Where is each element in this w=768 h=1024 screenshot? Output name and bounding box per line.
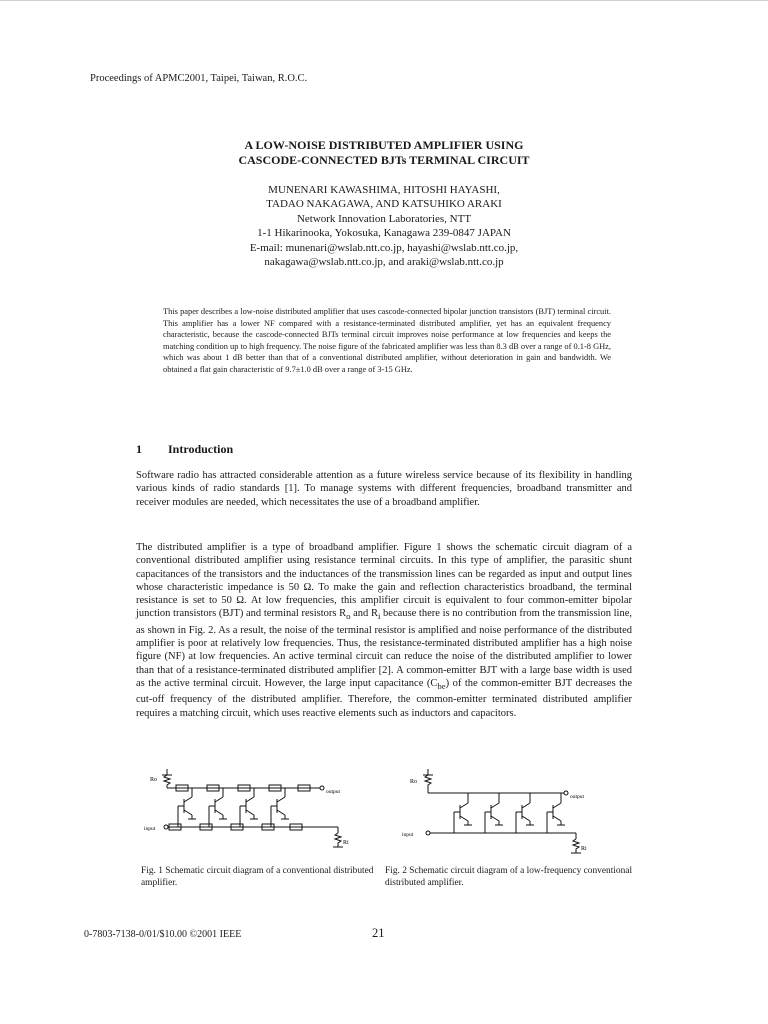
fig2-label-output: output xyxy=(570,794,585,800)
fig1-label-output: output xyxy=(326,789,341,795)
subscript-be: be xyxy=(437,681,446,692)
address: 1-1 Hikarinooka, Yokosuka, Kanagawa 239-0847 JAPAN xyxy=(257,227,511,240)
page-number: 21 xyxy=(372,926,385,940)
figure-2-caption: Fig. 2 Schematic circuit diagram of a low-frequency conventional distributed amplifier. xyxy=(385,866,633,889)
title-line-2: CASCODE-CONNECTED BJTs TERMINAL CIRCUIT xyxy=(238,153,530,167)
title-line-1: A LOW-NOISE DISTRIBUTED AMPLIFIER USING xyxy=(244,138,524,152)
intro-paragraph-1: Software radio has attracted considerable attention as a future wireless service because of its flexibility in handling various kinds of radio standards [1]. To manage systems with different frequencies, broadband transmitter and receiver modules are needed, which necessitates the use of a broadband amplifier. xyxy=(136,470,632,508)
para2-part-d: ) of the common-emitter BJT decreases the cut-off frequency of the distributed amplifier. Therefore, the common-emitter terminated distributed amplifier requires a matching circuit, which uses reactive elements such as inductors and capacitors. xyxy=(136,678,632,719)
copyright-footer: 0-7803-7138-0/01/$10.00 ©2001 IEEE xyxy=(84,929,242,940)
subscript-i: i xyxy=(377,611,381,622)
fig1-label-ro: Ro xyxy=(150,777,158,783)
para2-part-c: because there is no contribution from the transmission line, as shown in Fig. 2. As a result, the noise of the terminal resistor is amplified and noise performance of the distributed amplifier is poor at relatively low frequencies. Thus, the resistance-terminated distributed amplifier has a high noise figure (NF) at low frequencies. An active terminal circuit can reduce the noise of the distributed amplifier to lower than that of a resistance-terminated distributed amplifier [2]. A common-emitter BJT with a large base width is used as the active terminal circuit. However, the large input capacitance (C xyxy=(136,608,632,690)
section-heading-introduction xyxy=(136,442,233,457)
authors-line-1: MUNENARI KAWASHIMA, HITOSHI HAYASHI, xyxy=(268,184,500,196)
affiliation: Network Innovation Laboratories, NTT xyxy=(296,212,472,225)
section-number: 1 xyxy=(136,442,142,456)
para2-part-b: and R xyxy=(350,608,378,620)
fig2-label-ro: Ro xyxy=(410,779,418,785)
page-edge xyxy=(0,0,768,1)
figure-1-caption: Fig. 1 Schematic circuit diagram of a conventional distributed amplifier. xyxy=(141,866,374,889)
figure-2-circuit-diagram xyxy=(400,767,605,862)
fig2-label-input: input xyxy=(402,832,414,838)
para2-part-a: The distributed amplifier is a type of broadband amplifier. Figure 1 shows the schematic circuit diagram of a conventional distributed amplifier using resistance terminal circuits. In this type of amplifier, the parasitic shunt capacitances of the transistors and the inductances of the transmission lines can be regarded as input and output lines whose characteristic impedance is 50 Ω. To make the gain and reflection characteristics broadband, the terminal resistance is set to 50 Ω. At low frequencies, this amplifier circuit is equivalent to four common-emitter bipolar junction transistors (BJT) and terminal resistors R xyxy=(136,542,632,620)
authors-line-2: TADAO NAKAGAWA, AND KATSUHIKO ARAKI xyxy=(266,198,502,211)
proceedings-header: Proceedings of APMC2001, Taipei, Taiwan, R.O.C. xyxy=(90,73,308,84)
author-block xyxy=(0,183,768,269)
email-line-1: E-mail: munenari@wslab.ntt.co.jp, hayashi@wslab.ntt.co.jp, xyxy=(249,241,519,254)
paper-title xyxy=(0,138,768,168)
abstract: This paper describes a low-noise distributed amplifier that uses cascode-connected bipolar junction transistors (BJT) terminal circuit. This amplifier has a lower NF compared with a resistance-terminated distributed amplifier, yet has an equivalent frequency characteristic, because the cascode-connected BJTs terminal circuit improves noise performance at low frequencies and keeps the matching condition up to high frequency. The noise figure of the fabricated amplifier was less than 8.3 dB over a range of 0.1-8 GHz, which was about 1 dB better than that of a conventional distributed amplifier, without deterioration in gain and bandwidth. We obtained a flat gain characteristic of 9.7±1.0 dB over a range of 3-15 GHz. xyxy=(163,307,611,374)
fig2-label-ri: Ri xyxy=(581,846,587,852)
section-title: Introduction xyxy=(168,442,234,456)
intro-paragraph-2 xyxy=(136,541,632,720)
subscript-o: o xyxy=(346,611,351,622)
figure-1-circuit-diagram xyxy=(140,767,360,862)
fig1-label-ri: Ri xyxy=(343,840,349,846)
fig1-label-input: input xyxy=(144,826,156,832)
email-line-2: nakagawa@wslab.ntt.co.jp, and araki@wslab.ntt.co.jp xyxy=(264,256,504,269)
